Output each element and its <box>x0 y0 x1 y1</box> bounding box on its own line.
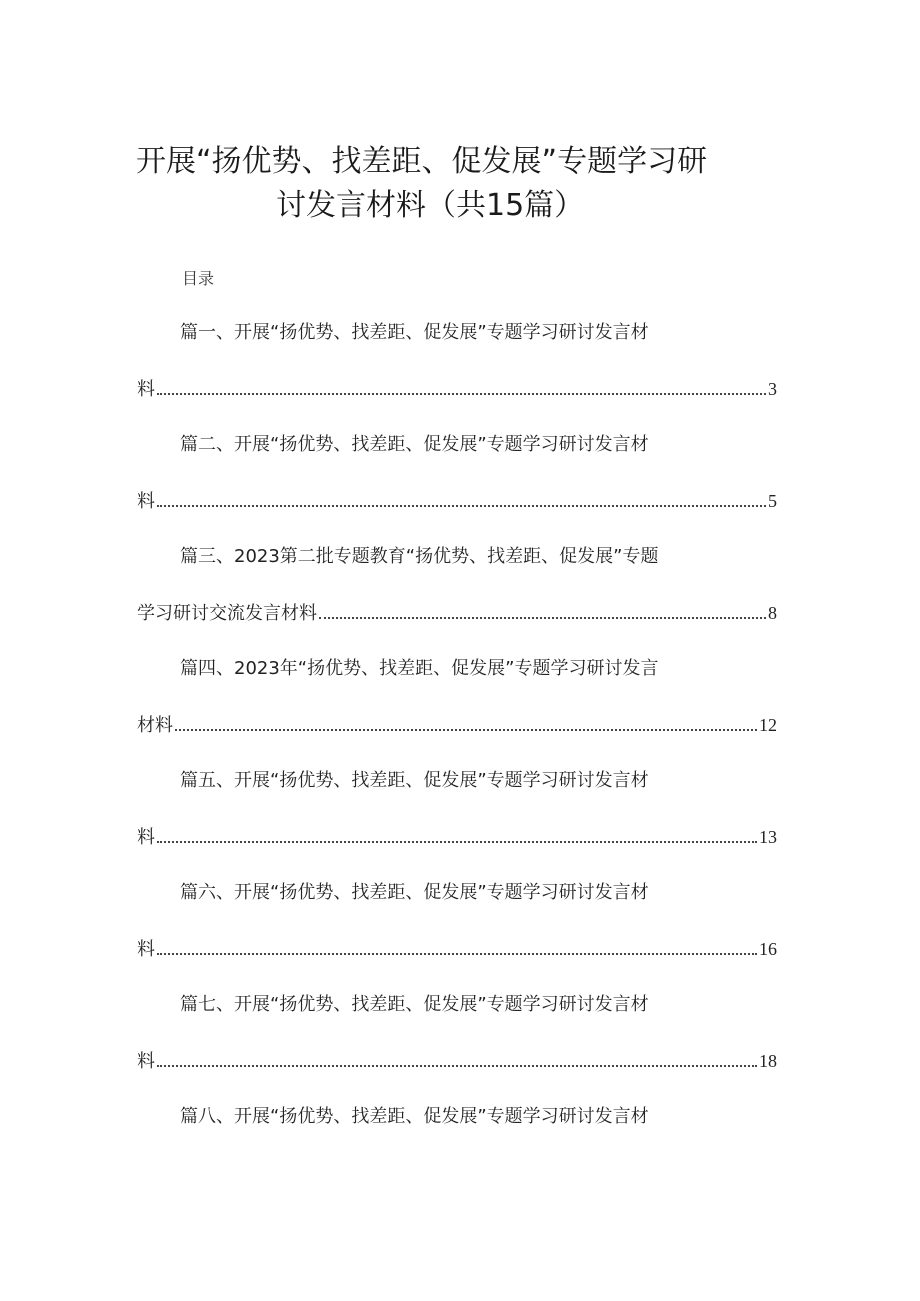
toc-entry-3-text: 学习研讨交流发言材料 <box>137 603 317 624</box>
toc-entry-6-continuation[interactable] <box>137 936 777 963</box>
toc-entry-5-title[interactable]: 篇五、开展“扬优势、找差距、促发展”专题学习研讨发言材 <box>180 770 649 791</box>
toc-entry-4-text: 材料 <box>137 715 173 736</box>
toc-entry-1-page-number: 3 <box>768 379 777 399</box>
toc-entry-8-title[interactable]: 篇八、开展“扬优势、找差距、促发展”专题学习研讨发言材 <box>180 1106 649 1127</box>
toc-heading: 目录 <box>182 269 215 288</box>
toc-entry-3-title[interactable]: 篇三、2023第二批专题教育“扬优势、找差距、促发展”专题 <box>180 546 659 567</box>
dot-leader <box>157 952 757 955</box>
toc-entry-5-page-number: 13 <box>759 827 777 847</box>
toc-entry-7-text: 料 <box>137 1051 155 1072</box>
toc-entry-5-continuation[interactable] <box>137 824 777 851</box>
dot-leader <box>157 1064 757 1067</box>
toc-entry-7-page-number: 18 <box>759 1051 777 1071</box>
toc-entry-3-page-number: 8 <box>768 603 777 623</box>
toc-entry-4-page-number: 12 <box>759 715 777 735</box>
toc-entry-6-title[interactable]: 篇六、开展“扬优势、找差距、促发展”专题学习研讨发言材 <box>180 882 649 903</box>
toc-entry-2-title[interactable]: 篇二、开展“扬优势、找差距、促发展”专题学习研讨发言材 <box>180 434 649 455</box>
document-title-line-2: 讨发言材料（共15篇） <box>276 188 585 223</box>
toc-entry-1-continuation[interactable] <box>137 376 777 403</box>
toc-entry-4-title[interactable]: 篇四、2023年“扬优势、找差距、促发展”专题学习研讨发言 <box>180 658 659 679</box>
toc-entry-7-title[interactable]: 篇七、开展“扬优势、找差距、促发展”专题学习研讨发言材 <box>180 994 649 1015</box>
toc-entry-3-continuation[interactable] <box>137 600 777 627</box>
toc-entry-1-text: 料 <box>137 379 155 400</box>
toc-entry-2-page-number: 5 <box>768 491 777 511</box>
toc-entry-4-continuation[interactable] <box>137 712 777 739</box>
toc-entry-2-continuation[interactable] <box>137 488 777 515</box>
toc-entry-7-continuation[interactable] <box>137 1048 777 1075</box>
dot-leader <box>157 840 757 843</box>
toc-entry-6-text: 料 <box>137 939 155 960</box>
dot-leader <box>175 728 757 731</box>
document-title-line-1: 开展“扬优势、找差距、促发展”专题学习研 <box>136 144 708 179</box>
toc-entry-6-page-number: 16 <box>759 939 777 959</box>
toc-entry-1-title[interactable]: 篇一、开展“扬优势、找差距、促发展”专题学习研讨发言材 <box>180 322 649 343</box>
toc-entry-5-text: 料 <box>137 827 155 848</box>
dot-leader <box>157 504 766 507</box>
toc-entry-2-text: 料 <box>137 491 155 512</box>
dot-leader <box>157 392 766 395</box>
dot-leader <box>319 616 766 619</box>
